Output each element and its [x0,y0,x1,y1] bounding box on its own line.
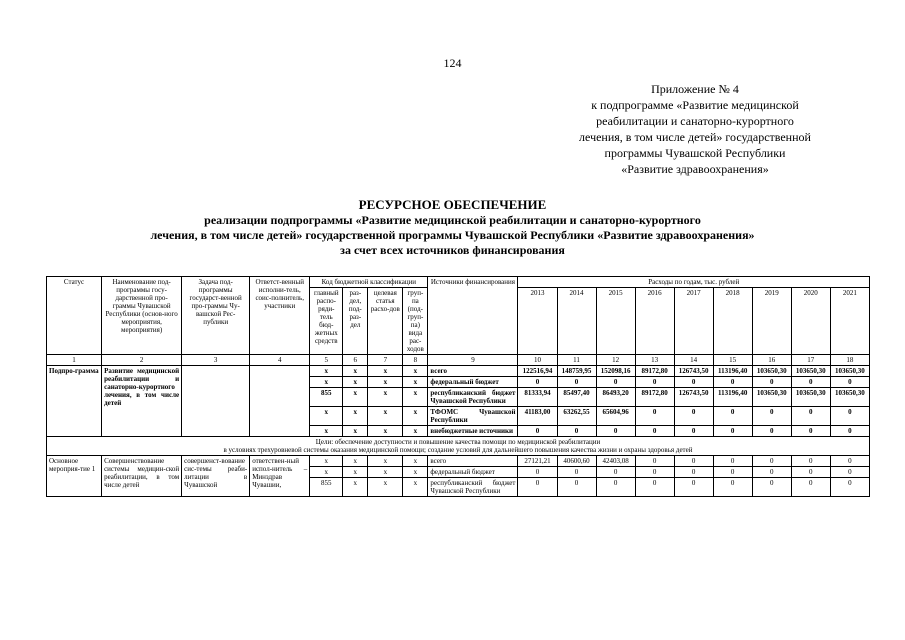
expense-value: 0 [557,478,596,497]
bcc-code: х [403,388,428,407]
expense-value: 0 [674,426,713,437]
expense-value: 0 [518,467,557,478]
column-number: 11 [557,355,596,366]
expense-value: 0 [752,426,791,437]
expense-value: 122516,94 [518,366,557,377]
bcc-code: х [310,426,343,437]
bcc-code: х [310,456,343,467]
expense-value: 65604,96 [596,407,635,426]
header-expenses: Расходы по годам, тыс. рублей [518,277,870,288]
expense-value: 0 [635,426,674,437]
expense-value: 0 [713,467,752,478]
subprogram-name: Развитие медицинской реабилитации и санаторно-курортного лечения, в том числе детей [102,366,182,437]
expense-value: 0 [830,478,869,497]
bcc-code: х [343,478,368,497]
expense-value: 0 [713,426,752,437]
expense-value: 0 [635,377,674,388]
column-number: 9 [428,355,518,366]
header-year-2014: 2014 [557,288,596,355]
document-title [60,196,845,258]
expense-value: 41183,00 [518,407,557,426]
bcc-code: х [343,456,368,467]
expense-value: 103650,30 [791,366,830,377]
column-number: 4 [250,355,310,366]
expense-value: 0 [674,407,713,426]
expense-value: 0 [635,478,674,497]
expense-value: 148759,95 [557,366,596,377]
column-number: 8 [403,355,428,366]
bcc-code: х [368,366,403,377]
expense-value: 0 [674,467,713,478]
column-number: 7 [368,355,403,366]
column-number: 17 [791,355,830,366]
appendix-line-1: Приложение № 4 [651,82,739,96]
bcc-code: х [310,377,343,388]
funding-source: всего [428,366,518,377]
expense-value: 0 [752,407,791,426]
header-year-2018: 2018 [713,288,752,355]
goal-line-2: в условиях трехуровневой системы оказания медицинской помощи; создание условий для дальнейшего повышения качества жизни и охраны здоровья детей [223,446,693,454]
funding-source: федеральный бюджет [428,467,518,478]
expense-value: 0 [830,456,869,467]
column-number: 14 [674,355,713,366]
header-year-2019: 2019 [752,288,791,355]
bcc-code: х [368,478,403,497]
appendix-line-3: реабилитации и санаторно-курортного [596,114,794,128]
subprogram-executor [250,366,310,437]
appendix-block [545,81,845,177]
expense-value: 0 [830,467,869,478]
bcc-code: х [343,366,368,377]
column-number: 12 [596,355,635,366]
expense-value: 0 [791,426,830,437]
appendix-line-4: лечения, в том числе детей» государственной [579,130,811,144]
funding-source: федеральный бюджет [428,377,518,388]
header-year-2020: 2020 [791,288,830,355]
expense-value: 27121,21 [518,456,557,467]
column-number: 2 [102,355,182,366]
expense-value: 86493,20 [596,388,635,407]
expense-value: 0 [674,478,713,497]
bcc-code: х [368,388,403,407]
expense-value: 0 [518,426,557,437]
bcc-code: х [343,426,368,437]
column-number: 13 [635,355,674,366]
expense-value: 0 [791,467,830,478]
resource-table [46,276,870,497]
funding-source: всего [428,456,518,467]
column-number: 5 [310,355,343,366]
main-event-executor: ответствен-ный испол-нитель – Минздрав Чувашии, [250,456,310,497]
expense-value: 0 [752,456,791,467]
expense-value: 113196,40 [713,388,752,407]
funding-source: внебюджетные источники [428,426,518,437]
expense-value: 89172,80 [635,388,674,407]
title-line-2: лечения, в том числе детей» государственной программы Чувашской Республики «Развитие здравоохранения» [150,228,755,242]
appendix-line-6: «Развитие здравоохранения» [621,162,769,176]
expense-value: 0 [713,407,752,426]
bcc-code: 855 [310,388,343,407]
expense-value: 63262,55 [557,407,596,426]
expense-value: 0 [674,377,713,388]
goal-row [47,437,870,456]
expense-value: 85497,40 [557,388,596,407]
bcc-code: х [403,366,428,377]
bcc-code: х [343,467,368,478]
expense-value: 126743,50 [674,366,713,377]
header-year-2017: 2017 [674,288,713,355]
subprogram-task [182,366,250,437]
main-event-status: Основное мероприя-тие 1 [47,456,102,497]
bcc-code: х [403,467,428,478]
bcc-code: х [368,456,403,467]
bcc-code: х [403,426,428,437]
expense-value: 0 [713,377,752,388]
column-number: 1 [47,355,102,366]
header-bcc-col-3: целевая статья расхо-дов [368,288,403,355]
expense-value: 0 [557,467,596,478]
expense-value: 0 [752,478,791,497]
header-status: Статус [47,277,102,355]
bcc-code: х [343,407,368,426]
expense-value: 126743,50 [674,388,713,407]
column-number: 15 [713,355,752,366]
title-line-1: реализации подпрограммы «Развитие медицинской реабилитации и санаторно-курортного [204,213,701,227]
expense-value: 0 [791,377,830,388]
expense-value: 0 [830,377,869,388]
table-row [47,366,870,377]
expense-value: 0 [557,426,596,437]
expense-value: 42403,08 [596,456,635,467]
column-number: 3 [182,355,250,366]
funding-source: ТФОМС Чувашской Республики [428,407,518,426]
expense-value: 0 [596,377,635,388]
expense-value: 0 [791,407,830,426]
column-number: 18 [830,355,869,366]
expense-value: 0 [830,407,869,426]
header-year-2021: 2021 [830,288,869,355]
expense-value: 0 [596,467,635,478]
bcc-code: х [403,478,428,497]
bcc-code: х [310,407,343,426]
bcc-code: х [310,366,343,377]
expense-value: 81333,94 [518,388,557,407]
expense-value: 0 [596,426,635,437]
expense-value: 103650,30 [752,366,791,377]
expense-value: 0 [635,456,674,467]
expense-value: 103650,30 [791,388,830,407]
header-executor: Ответст-венный исполни-тель, соис-полнитель, участники [250,277,310,355]
bcc-code: х [403,377,428,388]
bcc-code: х [310,467,343,478]
header-bcc-col-2: раз-дел, под-раз-дел [343,288,368,355]
bcc-code: х [368,467,403,478]
subprogram-status: Подпро-грамма [47,366,102,437]
header-bcc-col-1: главный распо-ряди-тель бюд-жетных средств [310,288,343,355]
expense-value: 0 [830,426,869,437]
bcc-code: х [368,377,403,388]
page-number: 124 [443,56,462,70]
bcc-code: х [343,388,368,407]
expense-value: 152098,16 [596,366,635,377]
appendix-line-2: к подпрограмме «Развитие медицинской [591,98,799,112]
header-year-2016: 2016 [635,288,674,355]
header-year-2013: 2013 [518,288,557,355]
funding-source: республиканский бюджет Чувашской Республики [428,478,518,497]
expense-value: 0 [713,478,752,497]
goal-line-1: Цели: обеспечение доступности и повышение качества помощи по медицинской реабилитации [315,438,601,446]
expense-value: 0 [518,478,557,497]
expense-value: 0 [791,456,830,467]
bcc-code: х [343,377,368,388]
funding-source: республиканский бюджет Чувашской Республики [428,388,518,407]
header-bcc-col-4: груп-па (под-груп-па) вида рас-ходов [403,288,428,355]
expense-value: 0 [518,377,557,388]
header-year-2015: 2015 [596,288,635,355]
expense-value: 0 [596,478,635,497]
expense-value: 0 [752,377,791,388]
bcc-code: х [368,426,403,437]
header-name: Наименование под-программы госу-дарственной про-граммы Чувашской Республики (основ-ного мероприятия, мероприятия) [102,277,182,355]
expense-value: 113196,40 [713,366,752,377]
column-number: 6 [343,355,368,366]
title-main: РЕСУРСНОЕ ОБЕСПЕЧЕНИЕ [358,197,547,212]
main-event-name: Совершенствование системы медицин-ской реабилитации, в том числе детей [102,456,182,497]
bcc-code: х [403,456,428,467]
header-bcc: Код бюджетной классификации [310,277,428,288]
expense-value: 0 [713,456,752,467]
header-sources: Источники финансирования [428,277,518,355]
expense-value: 0 [791,478,830,497]
table-row [47,456,870,467]
bcc-code: х [368,407,403,426]
expense-value: 0 [635,467,674,478]
expense-value: 89172,80 [635,366,674,377]
expense-value: 0 [557,377,596,388]
column-number: 16 [752,355,791,366]
title-line-3: за счет всех источников финансирования [340,243,565,257]
expense-value: 0 [674,456,713,467]
expense-value: 0 [635,407,674,426]
bcc-code: х [403,407,428,426]
main-event-task: совершенст-вование сис-темы реаби-литации в Чувашской [182,456,250,497]
expense-value: 103650,30 [830,366,869,377]
expense-value: 103650,30 [830,388,869,407]
expense-value: 0 [752,467,791,478]
appendix-line-5: программы Чувашской Республики [604,146,786,160]
expense-value: 103650,30 [752,388,791,407]
header-task: Задача под-программы государст-венной про-граммы Чу-вашской Рес-публики [182,277,250,355]
bcc-code: 855 [310,478,343,497]
column-number: 10 [518,355,557,366]
expense-value: 40600,60 [557,456,596,467]
